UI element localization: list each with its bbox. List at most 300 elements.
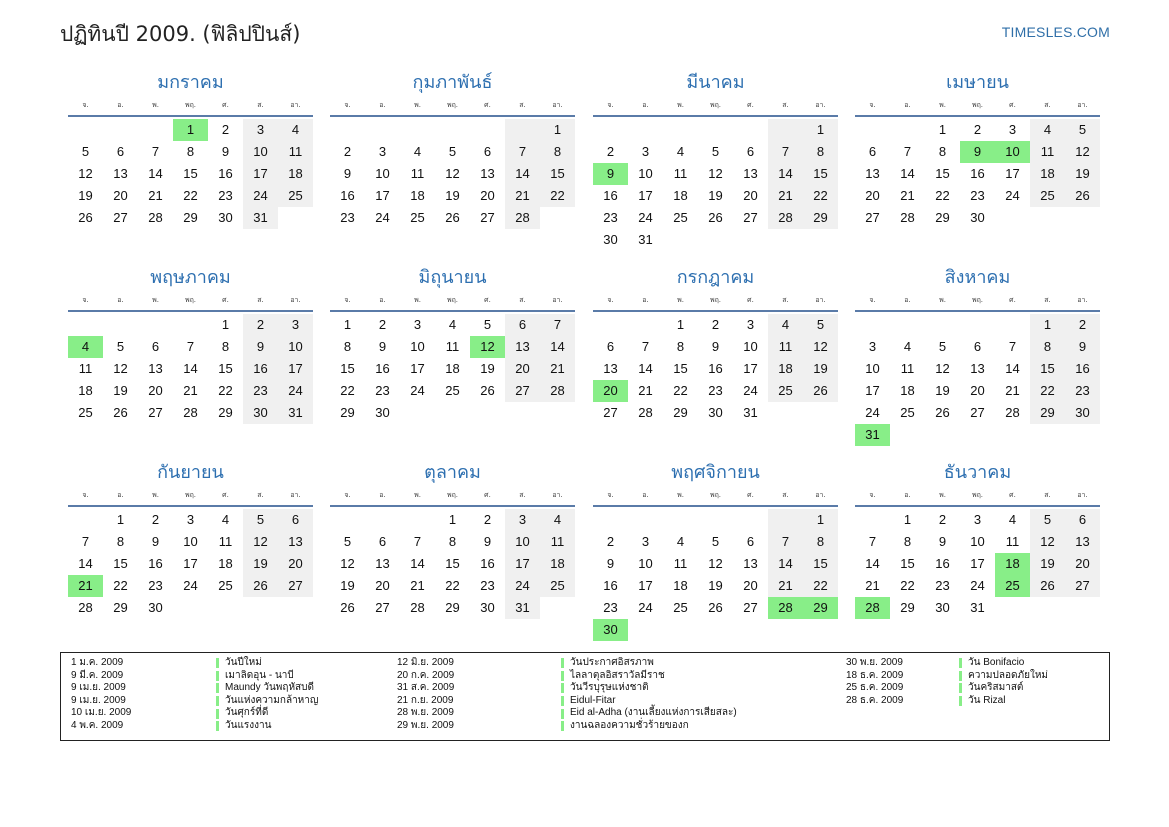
day-cell[interactable]: 14 — [148, 166, 163, 181]
day-cell[interactable]: 13 — [743, 166, 758, 181]
day-cell[interactable]: 21 — [638, 383, 653, 398]
day-cell[interactable]: 16 — [218, 166, 233, 181]
day-cell[interactable]: 11 — [540, 531, 575, 553]
day-cell[interactable]: 6 — [151, 339, 160, 354]
day-cell[interactable]: 11 — [278, 141, 313, 163]
day-cell[interactable]: 1 — [803, 119, 838, 141]
day-cell[interactable]: 14 — [768, 163, 803, 185]
day-cell[interactable]: 14 — [505, 163, 540, 185]
day-cell[interactable]: 15 — [218, 361, 233, 376]
day-cell[interactable]: 26 — [445, 210, 460, 225]
day-cell[interactable]: 9 — [483, 534, 492, 549]
day-cell[interactable]: 2 — [938, 512, 947, 527]
day-cell[interactable]: 25 — [445, 383, 460, 398]
holiday-day-cell[interactable]: 1 — [173, 119, 208, 141]
holiday-day-cell[interactable]: 29 — [803, 597, 838, 619]
day-cell[interactable]: 3 — [973, 512, 982, 527]
day-cell[interactable]: 6 — [116, 144, 125, 159]
day-cell[interactable]: 17 — [278, 358, 313, 380]
day-cell[interactable]: 29 — [113, 600, 128, 615]
day-cell[interactable]: 26 — [113, 405, 128, 420]
day-cell[interactable]: 1 — [938, 122, 947, 137]
day-cell[interactable]: 24 — [278, 380, 313, 402]
day-cell[interactable]: 8 — [448, 534, 457, 549]
day-cell[interactable]: 19 — [243, 553, 278, 575]
day-cell[interactable]: 26 — [935, 405, 950, 420]
day-cell[interactable]: 3 — [278, 314, 313, 336]
day-cell[interactable]: 12 — [243, 531, 278, 553]
day-cell[interactable]: 20 — [375, 578, 390, 593]
day-cell[interactable]: 10 — [410, 339, 425, 354]
day-cell[interactable]: 7 — [540, 314, 575, 336]
day-cell[interactable]: 9 — [221, 144, 230, 159]
day-cell[interactable]: 23 — [375, 383, 390, 398]
day-cell[interactable]: 14 — [78, 556, 93, 571]
day-cell[interactable]: 26 — [708, 600, 723, 615]
day-cell[interactable]: 19 — [708, 188, 723, 203]
holiday-day-cell[interactable]: 31 — [855, 424, 890, 446]
day-cell[interactable]: 29 — [340, 405, 355, 420]
day-cell[interactable]: 3 — [243, 119, 278, 141]
holiday-day-cell[interactable]: 18 — [995, 553, 1030, 575]
day-cell[interactable]: 24 — [375, 210, 390, 225]
day-cell[interactable]: 23 — [603, 600, 618, 615]
day-cell[interactable]: 26 — [340, 600, 355, 615]
day-cell[interactable]: 31 — [278, 402, 313, 424]
day-cell[interactable]: 5 — [81, 144, 90, 159]
day-cell[interactable]: 9 — [711, 339, 720, 354]
day-cell[interactable]: 6 — [973, 339, 982, 354]
day-cell[interactable]: 19 — [445, 188, 460, 203]
day-cell[interactable]: 8 — [803, 531, 838, 553]
day-cell[interactable]: 7 — [186, 339, 195, 354]
day-cell[interactable]: 7 — [903, 144, 912, 159]
day-cell[interactable]: 24 — [243, 185, 278, 207]
day-cell[interactable]: 17 — [505, 553, 540, 575]
day-cell[interactable]: 5 — [483, 317, 492, 332]
day-cell[interactable]: 30 — [970, 210, 985, 225]
day-cell[interactable]: 27 — [375, 600, 390, 615]
day-cell[interactable]: 10 — [243, 141, 278, 163]
day-cell[interactable]: 25 — [1030, 185, 1065, 207]
day-cell[interactable]: 22 — [183, 188, 198, 203]
holiday-day-cell[interactable]: 4 — [68, 336, 103, 358]
day-cell[interactable]: 27 — [1065, 575, 1100, 597]
day-cell[interactable]: 13 — [148, 361, 163, 376]
day-cell[interactable]: 8 — [803, 141, 838, 163]
day-cell[interactable]: 26 — [708, 210, 723, 225]
day-cell[interactable]: 26 — [243, 575, 278, 597]
day-cell[interactable]: 19 — [340, 578, 355, 593]
day-cell[interactable]: 21 — [1005, 383, 1020, 398]
day-cell[interactable]: 6 — [278, 509, 313, 531]
day-cell[interactable]: 15 — [183, 166, 198, 181]
day-cell[interactable]: 23 — [708, 383, 723, 398]
day-cell[interactable]: 30 — [243, 402, 278, 424]
day-cell[interactable]: 8 — [221, 339, 230, 354]
day-cell[interactable]: 16 — [603, 188, 618, 203]
day-cell[interactable]: 31 — [243, 207, 278, 229]
day-cell[interactable]: 14 — [865, 556, 880, 571]
day-cell[interactable]: 28 — [78, 600, 93, 615]
day-cell[interactable]: 17 — [970, 556, 985, 571]
holiday-day-cell[interactable]: 9 — [593, 163, 628, 185]
day-cell[interactable]: 13 — [865, 166, 880, 181]
day-cell[interactable]: 15 — [900, 556, 915, 571]
day-cell[interactable]: 5 — [803, 314, 838, 336]
day-cell[interactable]: 30 — [480, 600, 495, 615]
day-cell[interactable]: 13 — [480, 166, 495, 181]
day-cell[interactable]: 7 — [1008, 339, 1017, 354]
day-cell[interactable]: 5 — [243, 509, 278, 531]
day-cell[interactable]: 16 — [243, 358, 278, 380]
day-cell[interactable]: 11 — [1005, 534, 1020, 549]
day-cell[interactable]: 12 — [78, 166, 93, 181]
day-cell[interactable]: 16 — [480, 556, 495, 571]
day-cell[interactable]: 12 — [340, 556, 355, 571]
day-cell[interactable]: 1 — [116, 512, 125, 527]
day-cell[interactable]: 5 — [1065, 119, 1100, 141]
day-cell[interactable]: 8 — [903, 534, 912, 549]
day-cell[interactable]: 17 — [375, 188, 390, 203]
day-cell[interactable]: 22 — [445, 578, 460, 593]
day-cell[interactable]: 6 — [1065, 509, 1100, 531]
holiday-day-cell[interactable]: 28 — [855, 597, 890, 619]
day-cell[interactable]: 4 — [768, 314, 803, 336]
day-cell[interactable]: 8 — [343, 339, 352, 354]
day-cell[interactable]: 29 — [803, 207, 838, 229]
day-cell[interactable]: 19 — [480, 361, 495, 376]
day-cell[interactable]: 22 — [218, 383, 233, 398]
day-cell[interactable]: 18 — [1030, 163, 1065, 185]
day-cell[interactable]: 2 — [343, 144, 352, 159]
day-cell[interactable]: 8 — [938, 144, 947, 159]
day-cell[interactable]: 25 — [540, 575, 575, 597]
day-cell[interactable]: 23 — [243, 380, 278, 402]
day-cell[interactable]: 29 — [445, 600, 460, 615]
day-cell[interactable]: 10 — [865, 361, 880, 376]
day-cell[interactable]: 16 — [935, 556, 950, 571]
day-cell[interactable]: 7 — [505, 141, 540, 163]
day-cell[interactable]: 11 — [1030, 141, 1065, 163]
day-cell[interactable]: 28 — [148, 210, 163, 225]
day-cell[interactable]: 22 — [113, 578, 128, 593]
day-cell[interactable]: 29 — [900, 600, 915, 615]
day-cell[interactable]: 26 — [78, 210, 93, 225]
day-cell[interactable]: 25 — [218, 578, 233, 593]
day-cell[interactable]: 23 — [603, 210, 618, 225]
day-cell[interactable]: 3 — [868, 339, 877, 354]
day-cell[interactable]: 8 — [1030, 336, 1065, 358]
day-cell[interactable]: 23 — [218, 188, 233, 203]
day-cell[interactable]: 15 — [445, 556, 460, 571]
day-cell[interactable]: 29 — [1030, 402, 1065, 424]
day-cell[interactable]: 7 — [768, 531, 803, 553]
day-cell[interactable]: 12 — [708, 556, 723, 571]
day-cell[interactable]: 6 — [746, 534, 755, 549]
day-cell[interactable]: 15 — [935, 166, 950, 181]
day-cell[interactable]: 10 — [278, 336, 313, 358]
day-cell[interactable]: 10 — [743, 339, 758, 354]
day-cell[interactable]: 15 — [340, 361, 355, 376]
day-cell[interactable]: 6 — [483, 144, 492, 159]
day-cell[interactable]: 3 — [413, 317, 422, 332]
day-cell[interactable]: 28 — [900, 210, 915, 225]
day-cell[interactable]: 7 — [868, 534, 877, 549]
day-cell[interactable]: 4 — [540, 509, 575, 531]
day-cell[interactable]: 14 — [183, 361, 198, 376]
day-cell[interactable]: 1 — [448, 512, 457, 527]
day-cell[interactable]: 22 — [540, 185, 575, 207]
day-cell[interactable]: 16 — [1065, 358, 1100, 380]
day-cell[interactable]: 1 — [540, 119, 575, 141]
day-cell[interactable]: 2 — [151, 512, 160, 527]
holiday-day-cell[interactable]: 25 — [995, 575, 1030, 597]
day-cell[interactable]: 11 — [768, 336, 803, 358]
day-cell[interactable]: 14 — [768, 553, 803, 575]
day-cell[interactable]: 15 — [803, 163, 838, 185]
day-cell[interactable]: 2 — [1065, 314, 1100, 336]
day-cell[interactable]: 22 — [935, 188, 950, 203]
day-cell[interactable]: 3 — [378, 144, 387, 159]
day-cell[interactable]: 23 — [340, 210, 355, 225]
day-cell[interactable]: 21 — [540, 358, 575, 380]
day-cell[interactable]: 2 — [973, 122, 982, 137]
day-cell[interactable]: 17 — [638, 188, 653, 203]
day-cell[interactable]: 17 — [743, 361, 758, 376]
day-cell[interactable]: 18 — [218, 556, 233, 571]
day-cell[interactable]: 29 — [673, 405, 688, 420]
day-cell[interactable]: 21 — [768, 575, 803, 597]
day-cell[interactable]: 11 — [445, 339, 460, 354]
day-cell[interactable]: 2 — [243, 314, 278, 336]
day-cell[interactable]: 26 — [803, 380, 838, 402]
day-cell[interactable]: 22 — [673, 383, 688, 398]
day-cell[interactable]: 16 — [970, 166, 985, 181]
day-cell[interactable]: 20 — [480, 188, 495, 203]
day-cell[interactable]: 1 — [343, 317, 352, 332]
day-cell[interactable]: 4 — [676, 144, 685, 159]
day-cell[interactable]: 30 — [603, 232, 618, 247]
day-cell[interactable]: 3 — [505, 509, 540, 531]
day-cell[interactable]: 6 — [606, 339, 615, 354]
day-cell[interactable]: 20 — [113, 188, 128, 203]
day-cell[interactable]: 22 — [803, 575, 838, 597]
day-cell[interactable]: 27 — [603, 405, 618, 420]
day-cell[interactable]: 27 — [480, 210, 495, 225]
day-cell[interactable]: 6 — [505, 314, 540, 336]
day-cell[interactable]: 18 — [768, 358, 803, 380]
day-cell[interactable]: 5 — [1030, 509, 1065, 531]
day-cell[interactable]: 2 — [221, 122, 230, 137]
day-cell[interactable]: 13 — [603, 361, 618, 376]
day-cell[interactable]: 27 — [278, 575, 313, 597]
day-cell[interactable]: 4 — [413, 144, 422, 159]
day-cell[interactable]: 27 — [970, 405, 985, 420]
day-cell[interactable]: 28 — [768, 207, 803, 229]
day-cell[interactable]: 16 — [708, 361, 723, 376]
day-cell[interactable]: 5 — [448, 144, 457, 159]
holiday-day-cell[interactable]: 9 — [960, 141, 995, 163]
day-cell[interactable]: 7 — [641, 339, 650, 354]
day-cell[interactable]: 29 — [218, 405, 233, 420]
day-cell[interactable]: 28 — [540, 380, 575, 402]
day-cell[interactable]: 11 — [673, 556, 688, 571]
day-cell[interactable]: 13 — [743, 556, 758, 571]
day-cell[interactable]: 9 — [343, 166, 352, 181]
day-cell[interactable]: 20 — [278, 553, 313, 575]
day-cell[interactable]: 31 — [743, 405, 758, 420]
day-cell[interactable]: 20 — [865, 188, 880, 203]
day-cell[interactable]: 21 — [865, 578, 880, 593]
day-cell[interactable]: 31 — [638, 232, 653, 247]
day-cell[interactable]: 8 — [116, 534, 125, 549]
day-cell[interactable]: 3 — [641, 534, 650, 549]
day-cell[interactable]: 19 — [708, 578, 723, 593]
day-cell[interactable]: 31 — [970, 600, 985, 615]
day-cell[interactable]: 12 — [935, 361, 950, 376]
day-cell[interactable]: 25 — [673, 210, 688, 225]
day-cell[interactable]: 20 — [505, 358, 540, 380]
day-cell[interactable]: 21 — [768, 185, 803, 207]
day-cell[interactable]: 13 — [375, 556, 390, 571]
day-cell[interactable]: 15 — [540, 163, 575, 185]
day-cell[interactable]: 4 — [278, 119, 313, 141]
day-cell[interactable]: 7 — [413, 534, 422, 549]
day-cell[interactable]: 25 — [410, 210, 425, 225]
day-cell[interactable]: 30 — [375, 405, 390, 420]
day-cell[interactable]: 2 — [606, 534, 615, 549]
day-cell[interactable]: 21 — [183, 383, 198, 398]
day-cell[interactable]: 6 — [378, 534, 387, 549]
day-cell[interactable]: 3 — [1008, 122, 1017, 137]
day-cell[interactable]: 9 — [151, 534, 160, 549]
day-cell[interactable]: 19 — [1030, 553, 1065, 575]
day-cell[interactable]: 27 — [113, 210, 128, 225]
day-cell[interactable]: 25 — [673, 600, 688, 615]
day-cell[interactable]: 5 — [116, 339, 125, 354]
day-cell[interactable]: 16 — [603, 578, 618, 593]
day-cell[interactable]: 4 — [1030, 119, 1065, 141]
site-link[interactable]: TIMESLES.COM — [1001, 24, 1110, 40]
day-cell[interactable]: 21 — [900, 188, 915, 203]
day-cell[interactable]: 13 — [970, 361, 985, 376]
day-cell[interactable]: 20 — [743, 578, 758, 593]
day-cell[interactable]: 30 — [218, 210, 233, 225]
day-cell[interactable]: 5 — [711, 534, 720, 549]
day-cell[interactable]: 24 — [410, 383, 425, 398]
day-cell[interactable]: 6 — [746, 144, 755, 159]
day-cell[interactable]: 11 — [78, 361, 93, 376]
day-cell[interactable]: 3 — [641, 144, 650, 159]
day-cell[interactable]: 5 — [938, 339, 947, 354]
day-cell[interactable]: 18 — [410, 188, 425, 203]
day-cell[interactable]: 15 — [1030, 358, 1065, 380]
day-cell[interactable]: 4 — [221, 512, 230, 527]
day-cell[interactable]: 18 — [673, 578, 688, 593]
day-cell[interactable]: 9 — [1065, 336, 1100, 358]
day-cell[interactable]: 16 — [375, 361, 390, 376]
day-cell[interactable]: 25 — [900, 405, 915, 420]
day-cell[interactable]: 26 — [480, 383, 495, 398]
day-cell[interactable]: 1 — [221, 317, 230, 332]
day-cell[interactable]: 20 — [1065, 553, 1100, 575]
day-cell[interactable]: 18 — [540, 553, 575, 575]
day-cell[interactable]: 17 — [1005, 166, 1020, 181]
day-cell[interactable]: 4 — [676, 534, 685, 549]
day-cell[interactable]: 1 — [1030, 314, 1065, 336]
day-cell[interactable]: 17 — [638, 578, 653, 593]
day-cell[interactable]: 12 — [1030, 531, 1065, 553]
day-cell[interactable]: 10 — [638, 556, 653, 571]
day-cell[interactable]: 19 — [935, 383, 950, 398]
day-cell[interactable]: 14 — [1005, 361, 1020, 376]
day-cell[interactable]: 1 — [803, 509, 838, 531]
day-cell[interactable]: 9 — [243, 336, 278, 358]
day-cell[interactable]: 28 — [638, 405, 653, 420]
day-cell[interactable]: 2 — [483, 512, 492, 527]
day-cell[interactable]: 23 — [970, 188, 985, 203]
day-cell[interactable]: 24 — [638, 210, 653, 225]
day-cell[interactable]: 10 — [970, 534, 985, 549]
day-cell[interactable]: 10 — [375, 166, 390, 181]
day-cell[interactable]: 16 — [340, 188, 355, 203]
day-cell[interactable]: 21 — [410, 578, 425, 593]
day-cell[interactable]: 2 — [606, 144, 615, 159]
day-cell[interactable]: 30 — [1065, 402, 1100, 424]
day-cell[interactable]: 19 — [113, 383, 128, 398]
day-cell[interactable]: 8 — [540, 141, 575, 163]
day-cell[interactable]: 28 — [410, 600, 425, 615]
day-cell[interactable]: 3 — [746, 317, 755, 332]
day-cell[interactable]: 7 — [768, 141, 803, 163]
day-cell[interactable]: 11 — [673, 166, 688, 181]
day-cell[interactable]: 27 — [743, 600, 758, 615]
day-cell[interactable]: 24 — [865, 405, 880, 420]
day-cell[interactable]: 21 — [505, 185, 540, 207]
day-cell[interactable]: 14 — [900, 166, 915, 181]
day-cell[interactable]: 17 — [865, 383, 880, 398]
day-cell[interactable]: 23 — [935, 578, 950, 593]
day-cell[interactable]: 28 — [1005, 405, 1020, 420]
day-cell[interactable]: 2 — [711, 317, 720, 332]
day-cell[interactable]: 29 — [183, 210, 198, 225]
day-cell[interactable]: 17 — [243, 163, 278, 185]
day-cell[interactable]: 24 — [1005, 188, 1020, 203]
day-cell[interactable]: 25 — [768, 380, 803, 402]
day-cell[interactable]: 11 — [218, 534, 233, 549]
day-cell[interactable]: 15 — [803, 553, 838, 575]
day-cell[interactable]: 8 — [676, 339, 685, 354]
day-cell[interactable]: 20 — [970, 383, 985, 398]
day-cell[interactable]: 20 — [148, 383, 163, 398]
day-cell[interactable]: 13 — [1065, 531, 1100, 553]
day-cell[interactable]: 7 — [151, 144, 160, 159]
day-cell[interactable]: 18 — [278, 163, 313, 185]
day-cell[interactable]: 12 — [1065, 141, 1100, 163]
day-cell[interactable]: 26 — [1065, 185, 1100, 207]
day-cell[interactable]: 3 — [186, 512, 195, 527]
day-cell[interactable]: 12 — [445, 166, 460, 181]
day-cell[interactable]: 23 — [480, 578, 495, 593]
day-cell[interactable]: 24 — [505, 575, 540, 597]
day-cell[interactable]: 13 — [113, 166, 128, 181]
day-cell[interactable]: 28 — [505, 207, 540, 229]
day-cell[interactable]: 22 — [803, 185, 838, 207]
day-cell[interactable]: 19 — [803, 358, 838, 380]
day-cell[interactable]: 6 — [868, 144, 877, 159]
day-cell[interactable]: 7 — [81, 534, 90, 549]
